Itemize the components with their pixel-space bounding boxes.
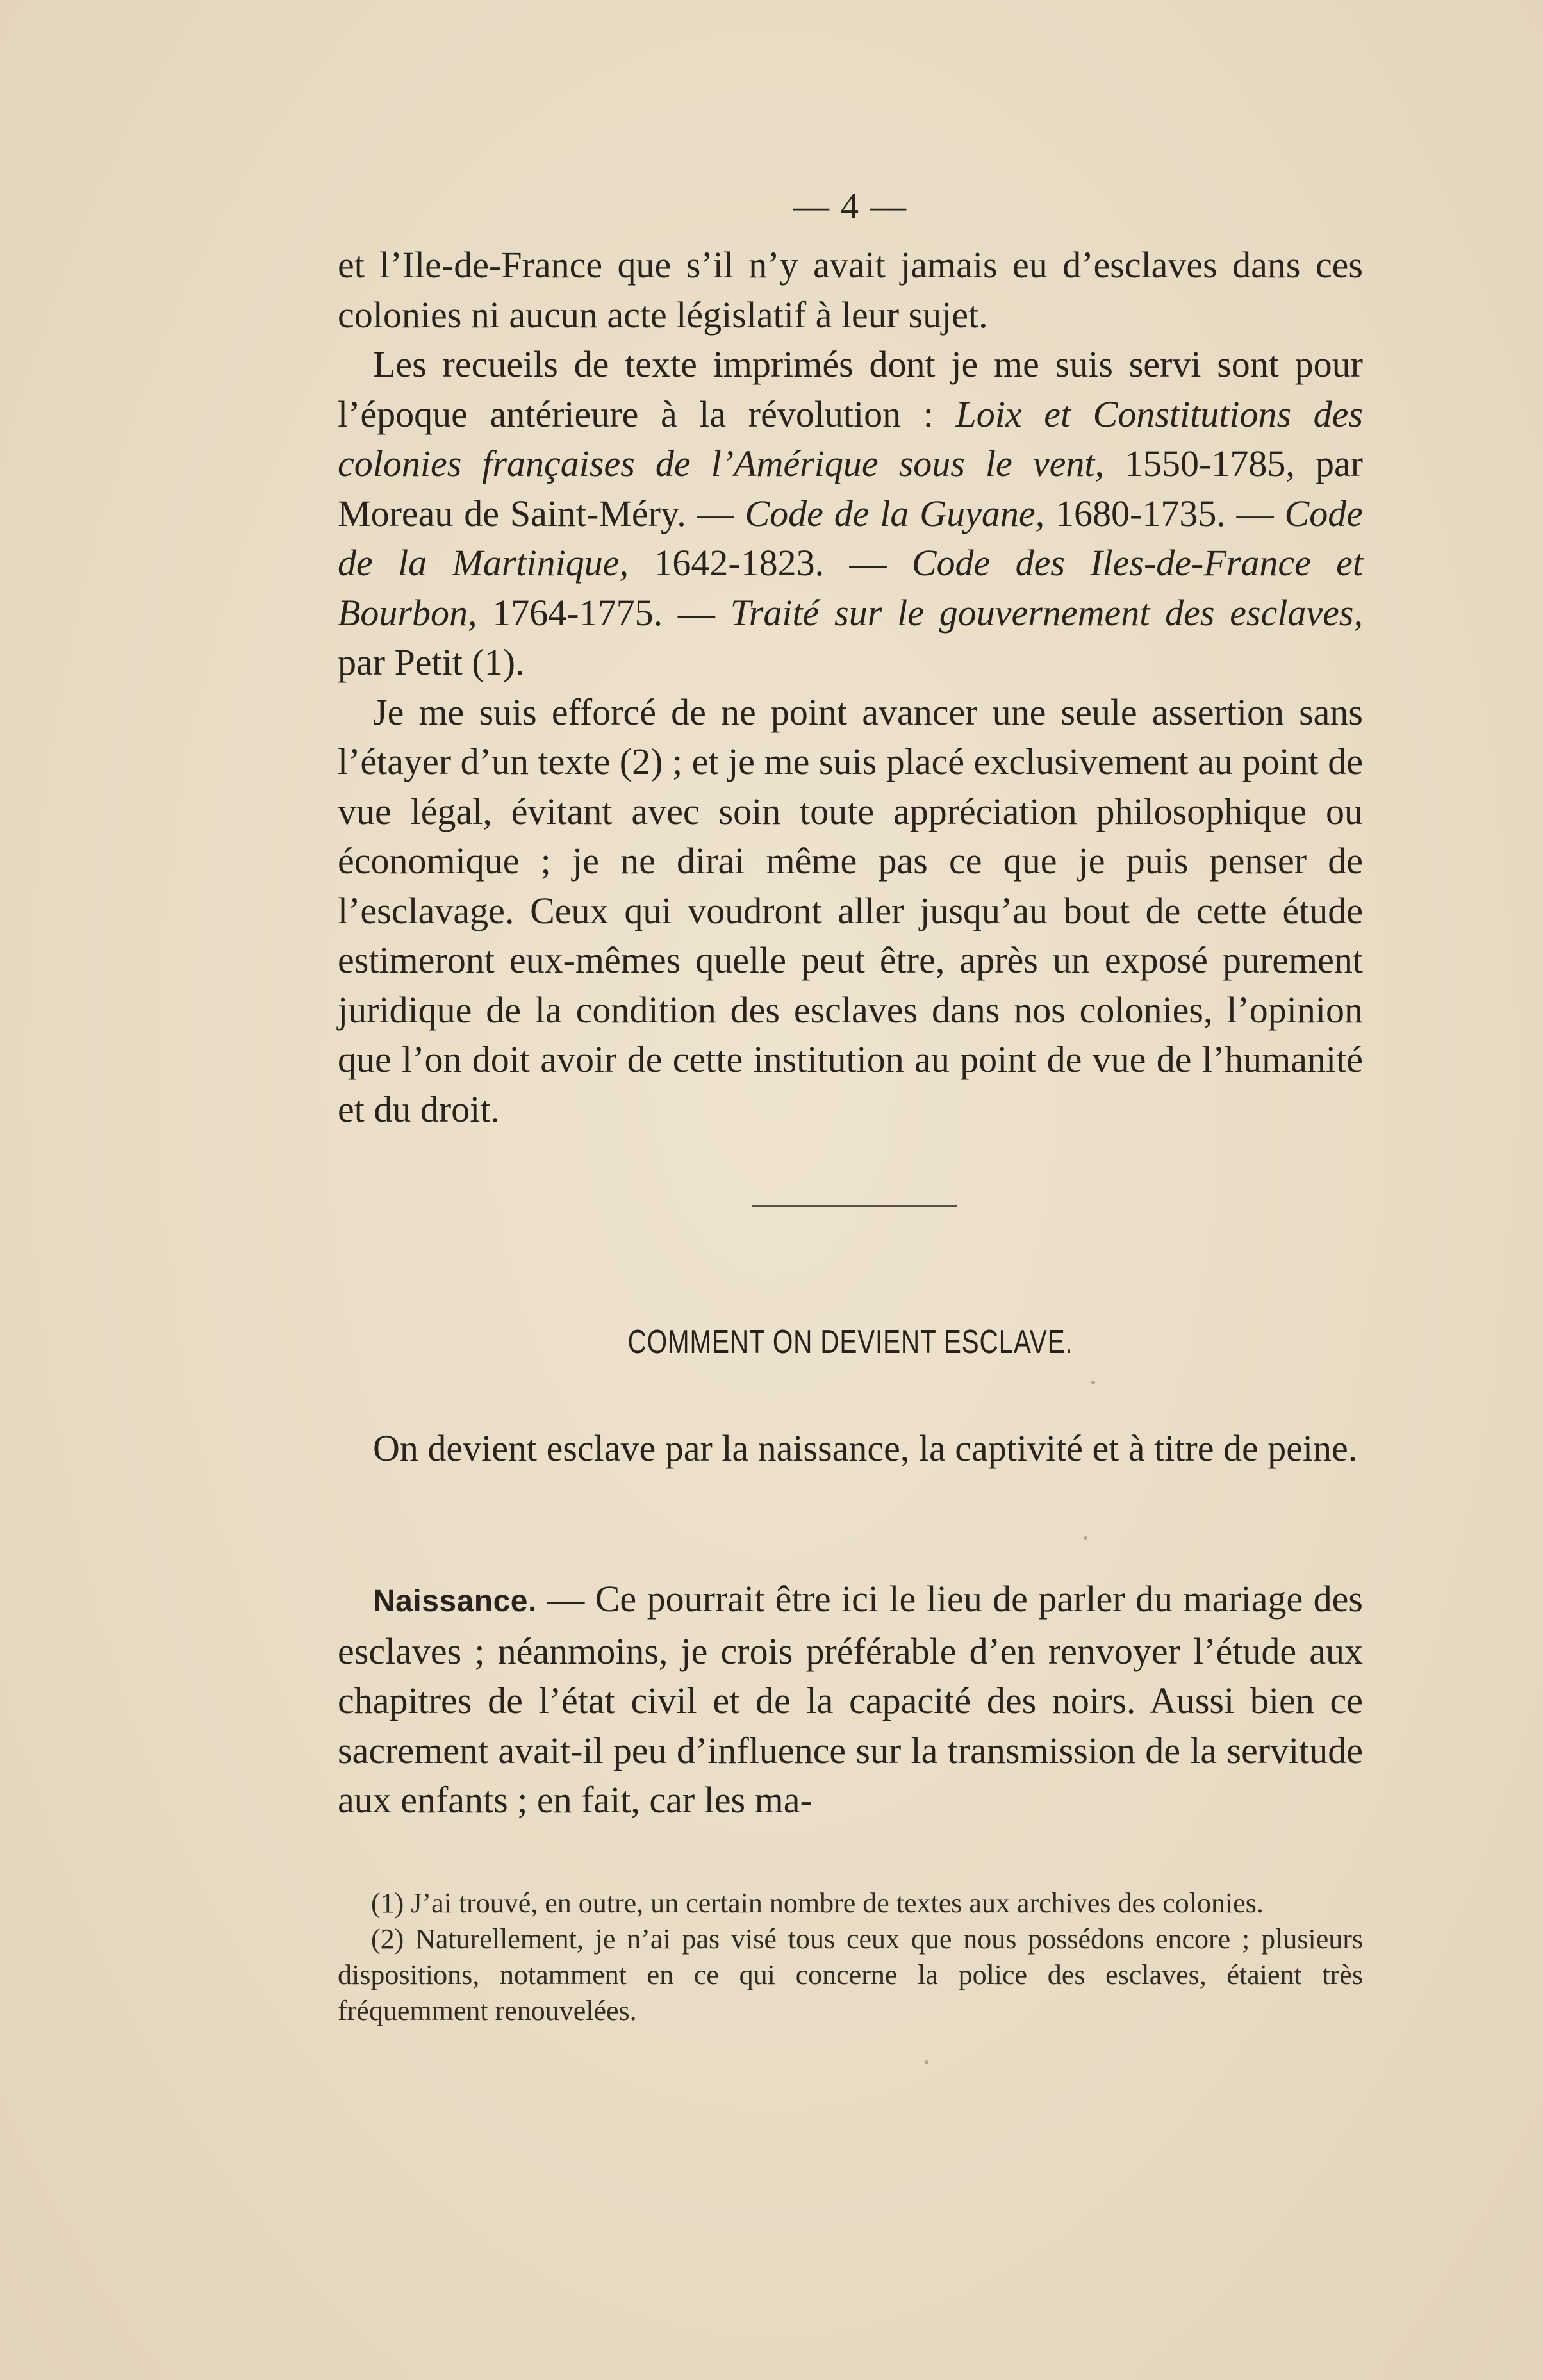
footnote: (2) Naturellement, je n’ai pas visé tous ceux que nous possédons encore ; plusieurs dispositions, notamment en ce qui concerne la police des esclaves, étaient très fréquemment renouvelées. xyxy=(338,1923,1363,2026)
book-title: Code des Iles-de-France et Bourbon, xyxy=(338,542,1363,634)
text-run: 1680-1735. — xyxy=(1044,492,1285,534)
paper-speck xyxy=(1091,1381,1095,1384)
footnotes xyxy=(338,1885,1363,2029)
book-title: Loix et Constitutions des colonies françaises de l’Amérique sous le vent, xyxy=(338,393,1363,484)
book-title: Code de la Guyane, xyxy=(745,492,1045,534)
book-title: Traité sur le gouvernement des esclaves, xyxy=(730,591,1363,634)
section-intro xyxy=(338,1424,1363,1473)
main-text xyxy=(338,240,1363,1134)
text-run: 1550-1785, par Moreau de Saint-Méry. — xyxy=(338,443,1364,534)
naissance-paragraph xyxy=(338,1574,1363,1825)
book-title: Code de la Martinique, xyxy=(338,492,1363,584)
paper-speck xyxy=(1084,1536,1087,1540)
text-run: par Petit (1). xyxy=(338,641,525,683)
text-run: 1764-1775. — xyxy=(477,591,730,634)
text-run: 1642-1823. — xyxy=(629,542,912,584)
section-divider xyxy=(752,1205,957,1207)
paragraph: On devient esclave par la naissance, la captivité et à titre de peine. xyxy=(373,1427,1358,1469)
paragraph xyxy=(338,1574,1363,1825)
paragraph: et l’Ile-de-France que s’il n’y avait jamais eu d’esclaves dans ces colonies ni aucun acte législatif à leur sujet. xyxy=(338,244,1363,336)
text-run: — Ce pourrait être ici le lieu de parler du mariage des esclaves ; néanmoins, je crois préférable d’en renvoyer l’étude aux chapitres de l’état civil et de la capacité des noirs. Aussi bien ce sacrement avait-il peu d’influence sur la transmission de la servitude aux enfants ; en fait, car les ma- xyxy=(338,1578,1363,1821)
section-heading: COMMENT ON DEVIENT ESCLAVE. xyxy=(627,1324,1073,1361)
paper-speck xyxy=(925,2060,928,2064)
run-in-term: Naissance. xyxy=(373,1584,537,1618)
paragraph: Je me suis efforcé de ne point avancer une seule assertion sans l’étayer d’un texte (2) ; et je me suis placé exclusivement au point de vue légal, évitant avec soin toute appréciation philosophique ou économique ; je ne dirai même pas ce que je puis penser de l’esclavage. Ceux qui voudront aller jusqu’au bout de cette étude estimeront eux-mêmes quelle peut être, après un exposé purement juridique de la condition des esclaves dans nos colonies, l’opinion que l’on doit avoir de cette institution au point de vue de l’humanité et du droit. xyxy=(338,691,1363,1130)
page-number: — 4 — xyxy=(793,186,907,226)
text-run: Les recueils de texte imprimés dont je me suis servi sont pour l’époque antérieure à la révolution : xyxy=(338,343,1363,435)
footnote: (1) J’ai trouvé, en outre, un certain nombre de textes aux archives des colonies. xyxy=(371,1887,1264,1919)
paragraph-sources xyxy=(338,340,1363,687)
